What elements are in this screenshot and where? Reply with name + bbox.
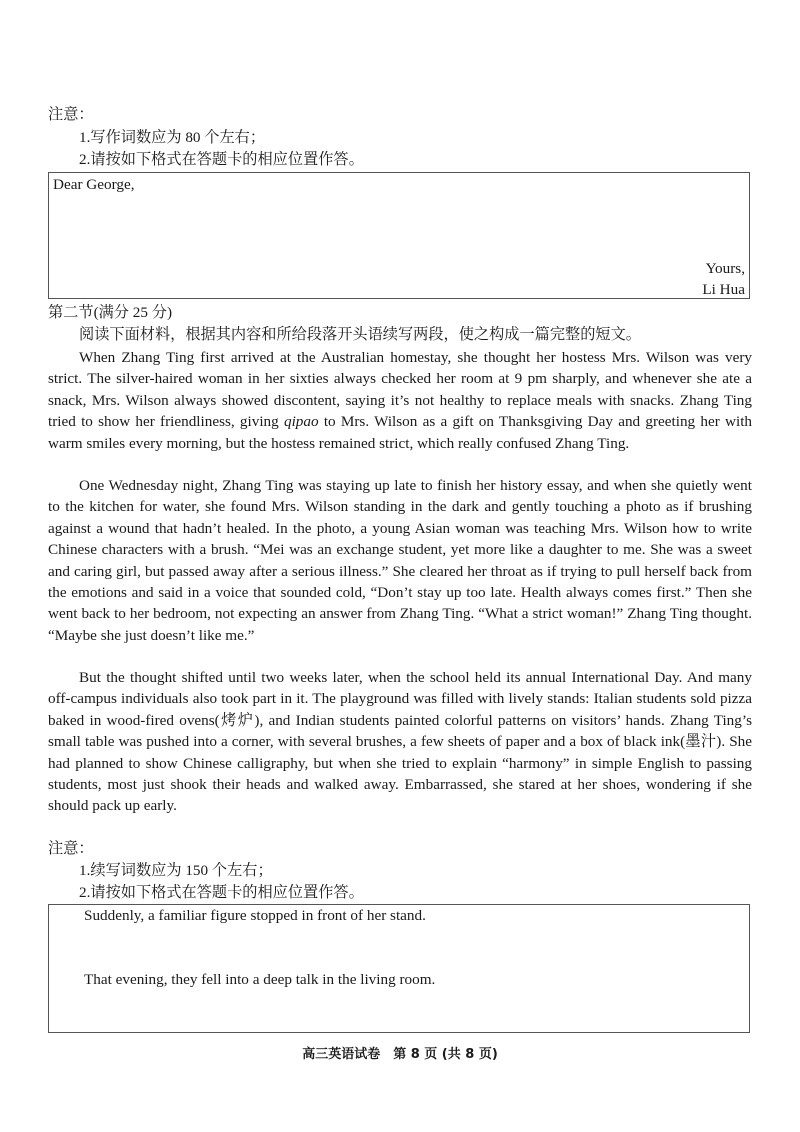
- letter-salutation: Dear George,: [53, 176, 135, 193]
- notice-item-1-2: 2.请按如下格式在答题卡的相应位置作答。: [79, 151, 364, 168]
- letter-signature: Li Hua: [702, 281, 745, 298]
- letter-closing: Yours,: [705, 260, 745, 277]
- page-footer: 高三英语试卷 第 8 页 (共 8 页): [302, 1047, 498, 1062]
- story-paragraph-2: One Wednesday night, Zhang Ting was staying up late to finish her history essay, and when she quietly went to the kitchen for water, she found Mrs. Wilson standing in the dark and gently touching a photo as if brushing against a wound that hadn’t healed. In the photo, a young Asian woman was teaching Mrs. Wilson how to write Chinese characters with a brush. “Mei was an exchange student, yet more like a daughter to me. She was a sweet and caring girl, but passed away after a serious illness.” She cleared her throat as if trying to pull herself back from the emotions and said in a voice that sounded cold, “Don’t stay up too late. Health always comes first.” Then she went back to her bedroom, not expecting an answer from Zhang Ting. “What a strict woman!” Zhang Ting thought. “Maybe she just doesn’t like me.”: [48, 477, 752, 644]
- section-instruction: 阅读下面材料，根据其内容和所给段落开头语续写两段，使之构成一篇完整的短文。: [79, 326, 641, 343]
- continuation-opening-1: Suddenly, a familiar figure stopped in front of her stand.: [84, 907, 426, 924]
- notice-item-2-2: 2.请按如下格式在答题卡的相应位置作答。: [79, 884, 364, 901]
- notice-item-1-1: 1.写作词数应为 80 个左右；: [79, 129, 266, 146]
- story-paragraph-1: When Zhang Ting first arrived at the Australian homestay, she thought her hostess Mrs. Wilson was very strict. The silver-haired woman in her sixties always checked her room at 9 pm sharply, and whenever she ate a snack, Mrs. Wilson always showed discontent, saying it’s not healthy to replace meals with snacks. Zhang Ting tried to show her friendliness, giving qipao to Mrs. Wilson as a gift on Thanksgiving Day and greeting her with warm smiles every morning, but the hostess remained strict, which really confused Zhang Ting.: [48, 349, 753, 452]
- continuation-answer-box: [48, 904, 750, 1033]
- continuation-opening-2: That evening, they fell into a deep talk in the living room.: [84, 971, 436, 988]
- notice-title-2: 注意：: [48, 840, 94, 857]
- story-paragraph-3: But the thought shifted until two weeks later, when the school held its annual International Day. And many off-campus individuals also took part in it. The playground was filled with lively stands: Italian students sold pizza baked in wood-fired ovens(烤炉), and Indian students painted colorful patterns on visitors’ hands. Zhang Ting’s small table was pushed into a corner, with several brushes, a few sheets of paper and a box of black ink(墨汁). She had planned to show Chinese calligraphy, but when she tried to explain “harmony” in simple English to passing students, most just shook their heads and walked away. Embarrassed, she stared at her shoes, wondering if she should pack up early.: [48, 669, 752, 815]
- qipao-term: qipao: [283, 413, 319, 431]
- letter-answer-box: [48, 172, 750, 299]
- section-title: 第二节(满分 25 分): [48, 304, 173, 321]
- notice-item-2-1: 1.续写词数应为 150 个左右；: [79, 862, 273, 879]
- notice-title-1: 注意：: [48, 106, 94, 123]
